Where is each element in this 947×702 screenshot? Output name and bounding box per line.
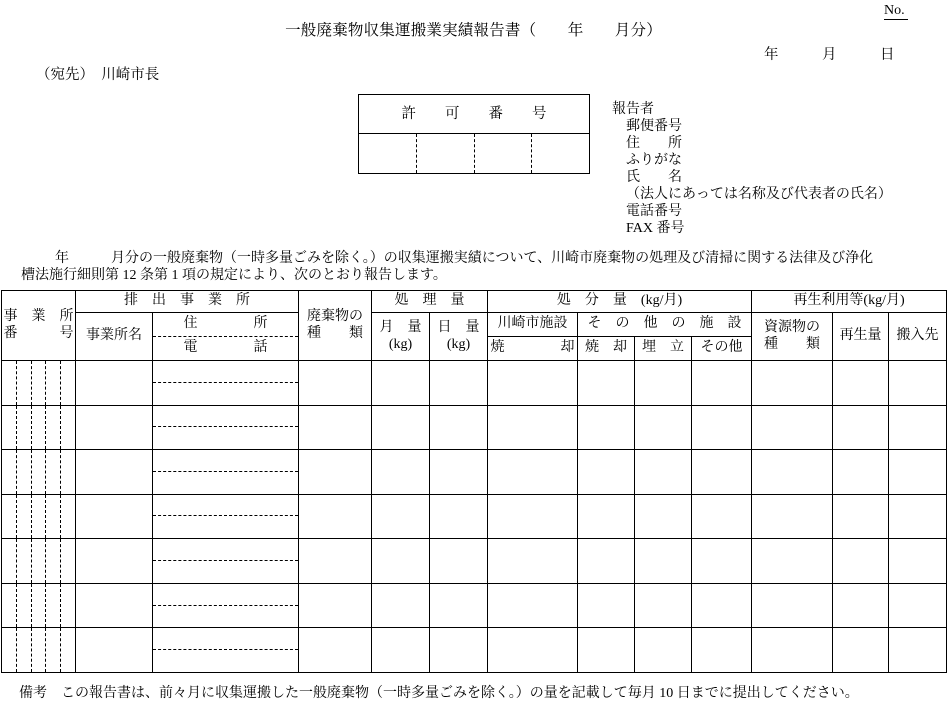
office-name-cell (76, 450, 153, 495)
table-row (2, 628, 947, 673)
header-destination: 搬入先 (889, 313, 947, 361)
report-table-wrap (1, 290, 947, 673)
landfill-cell (635, 628, 692, 673)
reporter-block (612, 101, 892, 237)
destination-cell (889, 405, 947, 450)
table-row (2, 450, 947, 495)
resource-type-cell (752, 583, 833, 628)
header-monthly-line1: 月 量 (379, 319, 422, 335)
reporter-furigana-label: ふりがな (626, 153, 682, 168)
daily-amount-cell (430, 539, 488, 584)
table-row (2, 405, 947, 450)
daily-amount-cell (430, 628, 488, 673)
daily-amount-cell (430, 583, 488, 628)
office-number-cell (2, 494, 76, 539)
recycled-amount-cell (833, 628, 889, 673)
recycled-amount-cell (833, 405, 889, 450)
header-address: 住 所 (183, 316, 268, 332)
monthly-amount-cell (372, 628, 430, 673)
permit-number-cell (417, 134, 475, 173)
destination-cell (889, 628, 947, 673)
kawasaki-incineration-cell (488, 628, 578, 673)
header-waste-type-line1: 廃棄物の (307, 308, 363, 324)
header-processing-amount: 処 理 量 (372, 291, 488, 313)
permit-number-box (358, 94, 590, 174)
landfill-cell (635, 539, 692, 584)
reporter-postal-label: 郵便番号 (626, 119, 682, 134)
address-phone-cell (153, 539, 299, 584)
address-phone-cell (153, 450, 299, 495)
other-disposal-cell (692, 405, 752, 450)
kawasaki-incineration-cell (488, 494, 578, 539)
monthly-amount-cell (372, 450, 430, 495)
reporter-fax-label: FAX 番号 (626, 221, 685, 236)
office-name-cell (76, 361, 153, 406)
reporter-name-label: 氏 名 (626, 170, 682, 185)
date-line: 年 月 日 (764, 47, 895, 63)
table-row (2, 361, 947, 406)
table-row (2, 539, 947, 584)
other-disposal-cell (692, 494, 752, 539)
resource-type-cell (752, 450, 833, 495)
reporter-heading: 報告者 (612, 102, 654, 117)
recycled-amount-cell (833, 361, 889, 406)
landfill-cell (635, 361, 692, 406)
kawasaki-incineration-cell (488, 450, 578, 495)
office-number-cell (2, 405, 76, 450)
monthly-amount-cell (372, 405, 430, 450)
address-phone-cell (153, 405, 299, 450)
header-kawasaki-facility: 川崎市施設 (488, 313, 578, 337)
header-office-number-line1: 事 業 所 (3, 308, 74, 324)
header-office-number (2, 291, 76, 361)
waste-type-cell (299, 450, 372, 495)
daily-amount-cell (430, 450, 488, 495)
address-phone-cell (153, 361, 299, 406)
kawasaki-incineration-cell (488, 583, 578, 628)
resource-type-cell (752, 494, 833, 539)
other-incineration-cell (578, 405, 635, 450)
landfill-cell (635, 583, 692, 628)
destination-cell (889, 539, 947, 584)
office-name-cell (76, 628, 153, 673)
landfill-cell (635, 494, 692, 539)
recycled-amount-cell (833, 494, 889, 539)
report-table (1, 290, 947, 673)
reporter-corporation-note: （法人にあっては名称及び代表者の氏名） (626, 187, 892, 202)
daily-amount-cell (430, 361, 488, 406)
table-row (2, 494, 947, 539)
resource-type-cell (752, 405, 833, 450)
header-address-phone (153, 313, 299, 361)
header-incineration-other: 焼 却 (578, 337, 635, 361)
address-phone-cell (153, 628, 299, 673)
waste-type-cell (299, 494, 372, 539)
daily-amount-cell (430, 494, 488, 539)
destination-cell (889, 583, 947, 628)
office-number-cell (2, 361, 76, 406)
waste-type-cell (299, 628, 372, 673)
permit-number-cell (532, 134, 589, 173)
monthly-amount-cell (372, 361, 430, 406)
waste-type-cell (299, 405, 372, 450)
header-incineration-kawasaki: 焼 却 (488, 337, 578, 361)
reporter-address-label: 住 所 (626, 136, 682, 151)
header-daily-unit: (kg) (446, 336, 471, 352)
header-phone: 電 話 (153, 336, 298, 360)
header-recycling: 再生利用等(kg/月) (752, 291, 947, 313)
recycled-amount-cell (833, 539, 889, 584)
address-phone-cell (153, 494, 299, 539)
other-incineration-cell (578, 450, 635, 495)
addressee: （宛先） 川崎市長 (36, 67, 160, 83)
destination-cell (889, 494, 947, 539)
other-incineration-cell (578, 361, 635, 406)
form-title: 一般廃棄物収集運搬業実績報告書（ 年 月分） (285, 22, 662, 39)
other-incineration-cell (578, 539, 635, 584)
monthly-amount-cell (372, 494, 430, 539)
header-landfill: 埋 立 (635, 337, 692, 361)
daily-amount-cell (430, 405, 488, 450)
header-office-number-line2: 番 号 (3, 325, 74, 341)
remarks-note: 備考 この報告書は、前々月に収集運搬した一般廃棄物（一時多量ごみを除く。）の量を記載して毎月 10 日までに提出してください。 (19, 686, 859, 701)
office-number-cell (2, 583, 76, 628)
waste-type-cell (299, 539, 372, 584)
header-daily-line1: 日 量 (437, 319, 480, 335)
address-phone-cell (153, 583, 299, 628)
other-incineration-cell (578, 494, 635, 539)
other-disposal-cell (692, 539, 752, 584)
resource-type-cell (752, 628, 833, 673)
office-name-cell (76, 583, 153, 628)
header-resource-type-line2: 種 類 (764, 336, 821, 352)
header-other-disposal: その他 (692, 337, 752, 361)
office-number-cell (2, 628, 76, 673)
header-monthly-unit: (kg) (388, 336, 413, 352)
declaration-line-2: 槽法施行細則第 12 条第 1 項の規定により、次のとおり報告します。 (21, 268, 447, 283)
monthly-amount-cell (372, 583, 430, 628)
reporter-phone-label: 電話番号 (626, 204, 682, 219)
header-monthly-amount (372, 313, 430, 361)
declaration-line-1: 年 月分の一般廃棄物（一時多量ごみを除く。）の収集運搬実績について、川崎市廃棄物の処理及び清掃に関する法律及び浄化 (55, 251, 874, 266)
waste-type-cell (299, 361, 372, 406)
permit-number-cells (359, 134, 589, 173)
header-office-name: 事業所名 (76, 313, 153, 361)
office-number-cell (2, 450, 76, 495)
other-disposal-cell (692, 361, 752, 406)
office-name-cell (76, 539, 153, 584)
resource-type-cell (752, 539, 833, 584)
other-incineration-cell (578, 628, 635, 673)
waste-type-cell (299, 583, 372, 628)
resource-type-cell (752, 361, 833, 406)
permit-number-cell (475, 134, 533, 173)
header-daily-amount (430, 313, 488, 361)
office-name-cell (76, 494, 153, 539)
landfill-cell (635, 450, 692, 495)
recycled-amount-cell (833, 583, 889, 628)
other-disposal-cell (692, 450, 752, 495)
monthly-amount-cell (372, 539, 430, 584)
header-waste-type-line2: 種 類 (307, 325, 363, 341)
permit-number-label: 許 可 番 号 (359, 95, 589, 134)
other-disposal-cell (692, 628, 752, 673)
permit-number-cell (359, 134, 417, 173)
kawasaki-incineration-cell (488, 361, 578, 406)
header-other-facility: そ の 他 の 施 設 (578, 313, 752, 337)
header-recycled-amount: 再生量 (833, 313, 889, 361)
office-number-cell (2, 539, 76, 584)
destination-cell (889, 450, 947, 495)
header-resource-type-line1: 資源物の (764, 319, 821, 335)
office-name-cell (76, 405, 153, 450)
kawasaki-incineration-cell (488, 539, 578, 584)
other-disposal-cell (692, 583, 752, 628)
landfill-cell (635, 405, 692, 450)
recycled-amount-cell (833, 450, 889, 495)
report-no-label: No. (884, 3, 908, 20)
header-resource-type (752, 313, 833, 361)
header-waste-type (299, 291, 372, 361)
destination-cell (889, 361, 947, 406)
table-row (2, 583, 947, 628)
header-discharge-office: 排 出 事 業 所 (76, 291, 299, 313)
other-incineration-cell (578, 583, 635, 628)
header-disposal-amount: 処 分 量 (kg/月) (488, 291, 752, 313)
kawasaki-incineration-cell (488, 405, 578, 450)
